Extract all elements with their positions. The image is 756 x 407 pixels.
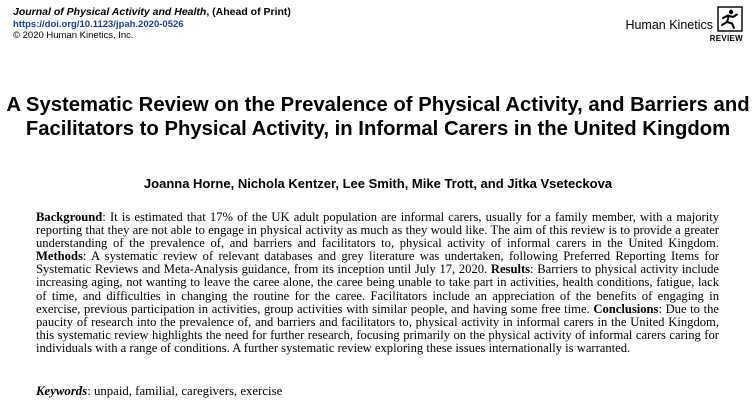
copyright-notice: © 2020 Human Kinetics, Inc. bbox=[13, 30, 134, 41]
journal-header bbox=[13, 7, 291, 42]
keywords-label: Keywords bbox=[36, 384, 88, 398]
background-label: Background bbox=[36, 210, 103, 224]
methods-text: : A systematic review of relevant databases and grey literature was undertaken, following Preferred Reporting Items for Systematic Reviews and Meta-Analysis guidance, from its inception until July 17, 2020. bbox=[36, 249, 719, 277]
journal-status: , (Ahead of Print) bbox=[206, 6, 291, 18]
abstract bbox=[36, 211, 719, 355]
publisher-name: Human Kinetics bbox=[625, 18, 713, 32]
doi-link[interactable]: https://doi.org/10.1123/jpah.2020-0526 bbox=[13, 18, 184, 30]
keywords-text: : unpaid, familial, caregivers, exercise bbox=[87, 384, 283, 398]
human-kinetics-logo-icon bbox=[717, 6, 743, 32]
article-type-label: REVIEW bbox=[709, 34, 743, 43]
background-text: : It is estimated that 17% of the UK adult population are informal carers, usually for a family member, with a majority reporting that they are not able to engage in physical activity as much as they would like. The aim of this review is to provide a greater understanding of the prevalence of, and barriers and facilitators to, physical activity of informal carers in the United Kingdom. bbox=[36, 210, 719, 251]
publisher-block bbox=[625, 6, 743, 43]
results-label: Results bbox=[490, 262, 531, 277]
keywords-line bbox=[36, 384, 282, 399]
journal-citation bbox=[13, 7, 291, 19]
journal-name: Journal of Physical Activity and Health bbox=[13, 6, 207, 18]
results-text: : Barriers to physical activity include increasing aging, not wanting to leave the caree alone, the caree being unable to take part in activities, health conditions, fatigue, lack of time, and difficulties in changing the routine for the caree. Facilitators include an appreciation of the benefits of engaging in exercise, previous participation in activities, group activities with similar people, and having some free time. bbox=[36, 262, 719, 316]
article-title: A Systematic Review on the Prevalence of Physical Activity, and Barriers and Facilitators to Physical Activity, in Informal Carers in the United Kingdom bbox=[6, 94, 750, 140]
conclusions-label: Conclusions bbox=[593, 301, 659, 316]
author-list: Joanna Horne, Nichola Kentzer, Lee Smith, Mike Trott, and Jitka Vseteckova bbox=[143, 176, 613, 191]
conclusions-text: : Due to the paucity of research into the prevalence of, and barriers and facilitators to, physical activity in informal carers in the United Kingdom, this systematic review highlights the need for further research, focusing primarily on the physical activity of informal carers caring for individuals with a range of conditions. A further systematic review exploring these issues internationally is warranted. bbox=[36, 301, 719, 355]
methods-label: Methods bbox=[36, 249, 83, 264]
